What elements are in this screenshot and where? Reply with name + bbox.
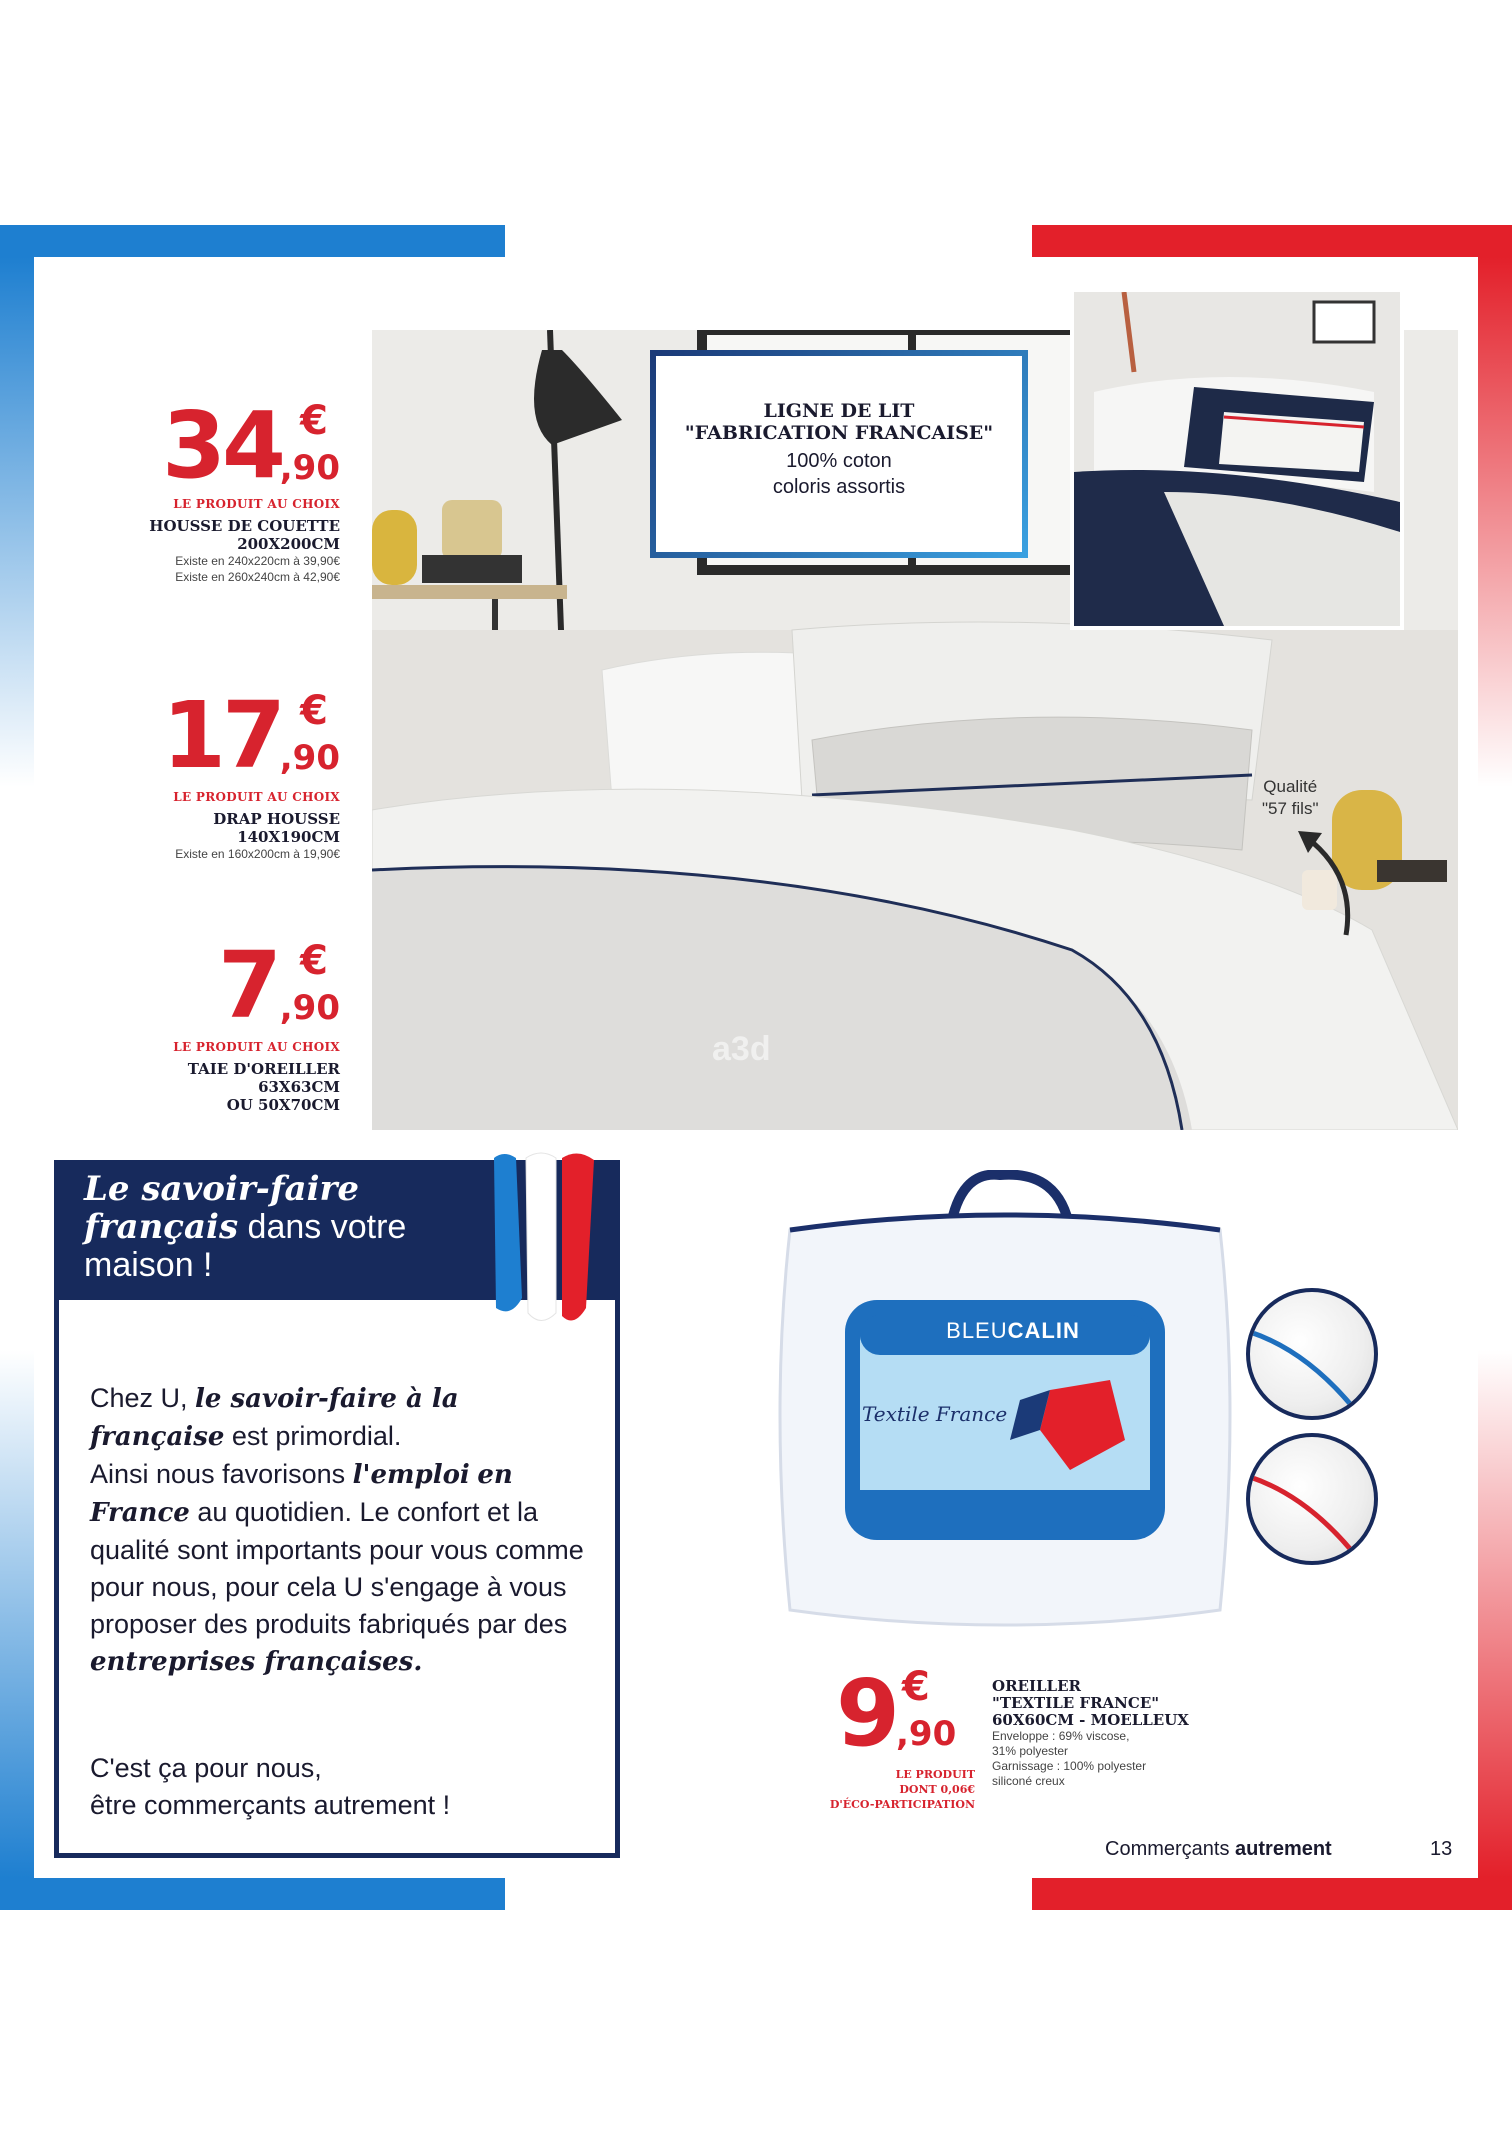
pillow-label2: DONT 0,06€ (899, 1783, 975, 1796)
pillow-product-image (770, 1170, 1240, 1640)
offer-sheet-details (60, 790, 340, 862)
frame-side-right-top (1478, 257, 1512, 787)
product-note: Existe en 260x240cm à 42,90€ (175, 570, 340, 584)
photo-watermark: a3d (712, 1030, 771, 1068)
pillow-name1: OREILLER (992, 1677, 1081, 1695)
body-script: en France (90, 1460, 513, 1528)
brand-part1: BLEU (946, 1318, 1008, 1343)
body-text: au quotidien. Le confort et la qualité sont importants pour vous comme pour nous, pour cela U s'engage à vous proposer des produits fabriqués par des (90, 1497, 584, 1639)
callout-line1: LIGNE DE LIT (763, 400, 915, 422)
title-script-1: Le savoir-faire (84, 1169, 360, 1209)
price-duvet-int: 34 (161, 392, 282, 499)
price-sheet-int: 17 (161, 682, 282, 789)
product-size-alt: OU 50X70CM (226, 1096, 340, 1114)
title-line3: maison ! (84, 1246, 213, 1284)
body-text: Ainsi nous favorisons (90, 1459, 353, 1489)
footer-text-b: autrement (1235, 1838, 1332, 1860)
pillow-note4: siliconé creux (992, 1774, 1065, 1788)
product-note: Existe en 240x220cm à 39,90€ (175, 554, 340, 568)
title-script-2: français (84, 1207, 239, 1247)
body-text: est primordial. (224, 1421, 402, 1451)
pillow-name3: 60X60CM - MOELLEUX (992, 1711, 1189, 1729)
product-name: HOUSSE DE COUETTE (149, 517, 340, 535)
inset-photo (1070, 288, 1404, 630)
brand-part2: CALIN (1007, 1318, 1080, 1343)
footer-line1: C'est ça pour nous, (90, 1753, 322, 1783)
choice-label: LE PRODUIT AU CHOIX (173, 1040, 340, 1054)
callout-line2: "FABRICATION FRANCAISE" (684, 422, 994, 444)
frame-bar-blue-top (0, 225, 505, 257)
product-name: TAIE D'OREILLER (187, 1060, 340, 1078)
frame-bar-red-top (1032, 225, 1512, 257)
page-number: 13 (1430, 1838, 1453, 1860)
swatch-blue-piping (1246, 1288, 1378, 1420)
pillow-price-label (790, 1767, 975, 1812)
pillow-note3: Garnissage : 100% polyester (992, 1759, 1147, 1773)
price-pillowcase-currency: € (300, 938, 328, 984)
price-sheet-cents: ,90 (279, 738, 340, 778)
pillow-note2: 31% polyester (992, 1744, 1069, 1758)
product-name: DRAP HOUSSE (213, 810, 340, 828)
red-piping-icon (1250, 1437, 1374, 1561)
swatch-red-piping (1246, 1433, 1378, 1565)
price-pillowcase (110, 932, 340, 1040)
pillow-tagline: Textile France (862, 1402, 1008, 1426)
price-pillow-currency: € (902, 1664, 930, 1710)
price-duvet (110, 392, 340, 500)
product-note: Existe en 160x200cm à 19,90€ (175, 847, 340, 861)
choice-label: LE PRODUIT AU CHOIX (173, 790, 340, 804)
savoir-faire-title (84, 1170, 464, 1284)
quality-note (1262, 776, 1318, 820)
body-script: le savoir-faire à la (195, 1384, 459, 1414)
price-sheet-currency: € (300, 688, 328, 734)
price-duvet-cents: ,90 (279, 448, 340, 488)
offer-pillowcase-details (60, 1040, 340, 1114)
frame-side-right-bottom (1478, 1350, 1512, 1878)
pillow-label1: LE PRODUIT (895, 1768, 975, 1781)
price-duvet-currency: € (300, 398, 328, 444)
body-script: française (90, 1422, 225, 1452)
product-size: 200X200CM (237, 535, 340, 553)
savoir-faire-body (90, 1380, 590, 1681)
page-footer (1105, 1838, 1332, 1861)
quality-line2: "57 fils" (1262, 799, 1319, 818)
curved-arrow-icon (1296, 825, 1366, 945)
product-size: 63X63CM (258, 1078, 340, 1096)
product-size: 140X190CM (237, 828, 340, 846)
pillow-name2: "TEXTILE FRANCE" (992, 1694, 1160, 1712)
price-pillowcase-int: 7 (217, 932, 282, 1039)
frame-bar-red-bottom (1032, 1878, 1512, 1910)
frame-side-left-top (0, 257, 34, 787)
price-pillow (830, 1660, 980, 1768)
title-rest: dans votre (238, 1208, 407, 1246)
quality-line1: Qualité (1263, 777, 1318, 796)
blue-piping-icon (1250, 1292, 1374, 1416)
choice-label: LE PRODUIT AU CHOIX (173, 497, 340, 511)
pillow-brand (938, 1318, 1088, 1344)
pillow-details (992, 1678, 1292, 1789)
footer-line2: être commerçants autrement ! (90, 1790, 451, 1820)
frame-bar-blue-bottom (0, 1878, 505, 1910)
body-script: l'emploi (352, 1460, 470, 1490)
price-fitted-sheet (110, 682, 340, 790)
french-flag-swoosh (486, 1148, 604, 1328)
pillow-label3: D'ÉCO-PARTICIPATION (829, 1798, 975, 1811)
frame-side-left-bottom (0, 1350, 34, 1878)
savoir-faire-footer (90, 1750, 590, 1824)
offer-duvet-details (60, 497, 340, 585)
inset-bed-illustration (1074, 292, 1400, 626)
body-script: entreprises françaises. (90, 1647, 423, 1677)
callout-line4: coloris assortis (772, 476, 906, 498)
pillow-note1: Enveloppe : 69% viscose, (992, 1729, 1130, 1743)
price-pillow-int: 9 (836, 1660, 901, 1767)
callout-line3: 100% coton (786, 450, 892, 472)
footer-text-a: Commerçants (1105, 1838, 1236, 1860)
price-pillow-cents: ,90 (896, 1714, 957, 1754)
price-pillowcase-cents: ,90 (279, 988, 340, 1028)
fabrication-callout (650, 350, 1028, 558)
body-text: Chez U, (90, 1383, 196, 1413)
